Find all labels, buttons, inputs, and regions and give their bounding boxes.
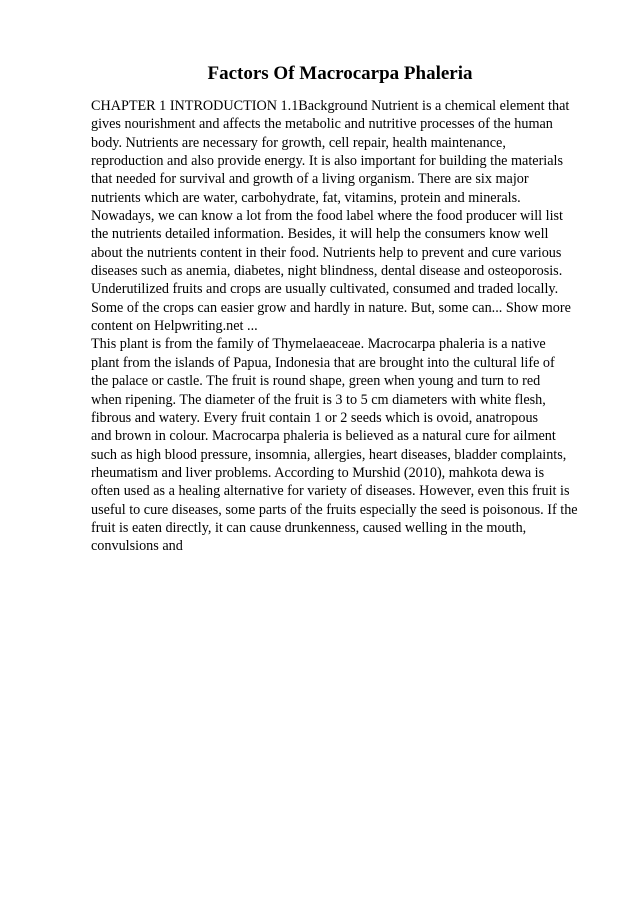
text-line: Underutilized fruits and crops are usually cultivated, consumed and traded locally. — [91, 281, 559, 298]
text-line: reproduction and also provide energy. It is also important for building the materials — [91, 153, 564, 170]
text-line: useful to cure diseases, some parts of the fruits especially the seed is poisonous. If the — [91, 501, 578, 518]
document-title: Factors Of Macrocarpa Phaleria — [207, 63, 473, 84]
text-line: often used as a healing alternative for variety of diseases. However, even this fruit is — [91, 483, 570, 500]
text-line: Some of the crops can easier grow and hardly in nature. But, some can... Show more — [91, 299, 571, 316]
text-line: plant from the islands of Papua, Indonesia that are brought into the cultural life of — [91, 354, 555, 371]
text-line: such as high blood pressure, insomnia, allergies, heart diseases, bladder complaints, — [91, 446, 567, 463]
text-line: gives nourishment and affects the metabolic and nutritive processes of the human — [91, 116, 553, 133]
text-line: the nutrients detailed information. Besides, it will help the consumers know well — [91, 226, 549, 243]
text-line: when ripening. The diameter of the fruit is 3 to 5 cm diameters with white flesh, — [91, 391, 546, 408]
text-line: nutrients which are water, carbohydrate, fat, vitamins, protein and minerals. — [91, 189, 521, 206]
text-line: body. Nutrients are necessary for growth, cell repair, health maintenance, — [91, 134, 506, 151]
text-line: content on Helpwriting.net ... — [91, 318, 258, 335]
text-line: Nowadays, we can know a lot from the food label where the food producer will list — [91, 208, 563, 225]
text-line: and brown in colour. Macrocarpa phaleria is believed as a natural cure for ailment — [91, 428, 556, 445]
text-line: rheumatism and liver problems. According to Murshid (2010), mahkota dewa is — [91, 464, 545, 481]
text-line: CHAPTER 1 INTRODUCTION 1.1Background Nutrient is a chemical element that — [91, 98, 570, 114]
text-line: fibrous and watery. Every fruit contain 1 or 2 seeds which is ovoid, anatropous — [91, 409, 539, 426]
text-line: that needed for survival and growth of a living organism. There are six major — [91, 171, 529, 188]
text-line: the palace or castle. The fruit is round shape, green when young and turn to red — [91, 373, 541, 390]
document-body — [91, 97, 578, 556]
text-line: fruit is eaten directly, it can cause drunkenness, caused welling in the mouth, — [91, 519, 527, 536]
text-line: diseases such as anemia, diabetes, night blindness, dental disease and osteoporosis. — [91, 263, 563, 280]
text-line: about the nutrients content in their food. Nutrients help to prevent and cure various — [91, 244, 562, 261]
text-line: This plant is from the family of Thymelaeaceae. Macrocarpa phaleria is a native — [91, 336, 546, 353]
text-line: convulsions and — [91, 538, 183, 555]
